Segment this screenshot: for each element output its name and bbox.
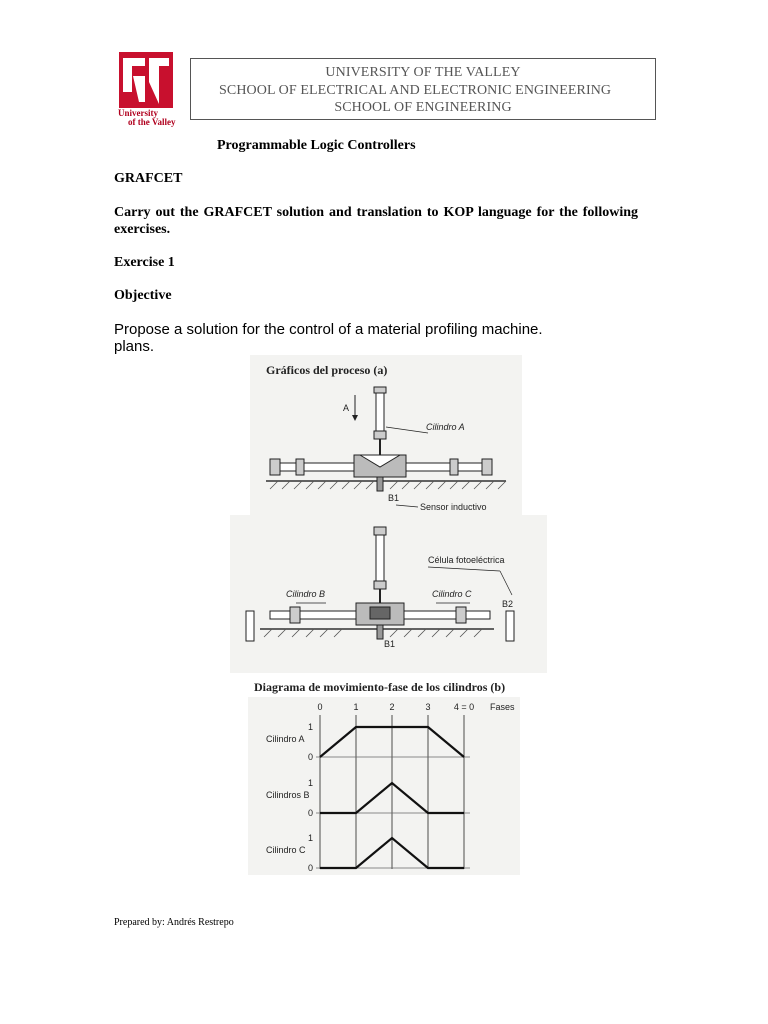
level-low-label: 0 [308, 808, 314, 818]
figure-b-title-area [250, 676, 526, 696]
objective-line-2: plans. [114, 338, 155, 355]
figure-b-title: Diagrama de movimiento-fase de los cilindros (b) [254, 680, 506, 694]
level-high-label: 1 [308, 833, 314, 843]
phase-tick: 2 [389, 702, 395, 712]
row-label: Cilindro C [266, 845, 306, 855]
instruction-paragraph: Carry out the GRAFCET solution and translation to KOP language for the following exercises. [114, 205, 638, 237]
university-logo [119, 52, 173, 108]
exercise-heading: Exercise 1 [114, 255, 175, 270]
section-heading: GRAFCET [114, 171, 183, 186]
header-school-electrical: SCHOOL OF ELECTRICAL AND ELECTRONIC ENGINEERING [219, 83, 612, 98]
process-diagram-a2 [230, 515, 547, 673]
prepared-by: Prepared by: Andrés Restrepo [114, 917, 234, 928]
logo-caption-line2: of the Valley [128, 117, 176, 127]
phase-diagram [248, 697, 520, 875]
objective-heading: Objective [114, 288, 172, 303]
phase-tick: 1 [353, 702, 359, 712]
label-a: A [343, 403, 350, 413]
institution-header [190, 58, 656, 120]
label-b2: B2 [502, 599, 514, 609]
phase-tick: 4 = 0 [453, 702, 475, 712]
label-cylinder-b: Cilindro B [286, 589, 326, 599]
level-high-label: 1 [308, 778, 314, 788]
label-photocell: Célula fotoeléctrica [428, 555, 505, 565]
objective-line-1: Propose a solution for the control of a material profiling machine. [114, 321, 543, 338]
label-cylinder-c: Cilindro C [432, 589, 472, 599]
row-label: Cilindros B [266, 790, 310, 800]
header-university: UNIVERSITY OF THE VALLEY [325, 65, 521, 80]
phases-label: Fases [490, 702, 515, 712]
figure-a-title: Gráficos del proceso (a) [266, 363, 388, 377]
logo-caption [118, 109, 176, 127]
level-high-label: 1 [308, 722, 314, 732]
level-low-label: 0 [308, 863, 314, 873]
phase-tick: 0 [317, 702, 323, 712]
label-cylinder-a: Cilindro A [426, 422, 465, 432]
logo-caption-line1: University [118, 108, 158, 118]
label-b1-a: B1 [388, 493, 400, 503]
row-label: Cilindro A [266, 734, 305, 744]
label-inductive-sensor: Sensor inductivo [420, 502, 487, 512]
course-title: Programmable Logic Controllers [217, 138, 416, 153]
header-school-engineering: SCHOOL OF ENGINEERING [334, 100, 512, 115]
phase-tick: 3 [425, 702, 431, 712]
level-low-label: 0 [308, 752, 314, 762]
process-diagram-a [250, 355, 522, 515]
label-b1-a2: B1 [384, 639, 396, 649]
